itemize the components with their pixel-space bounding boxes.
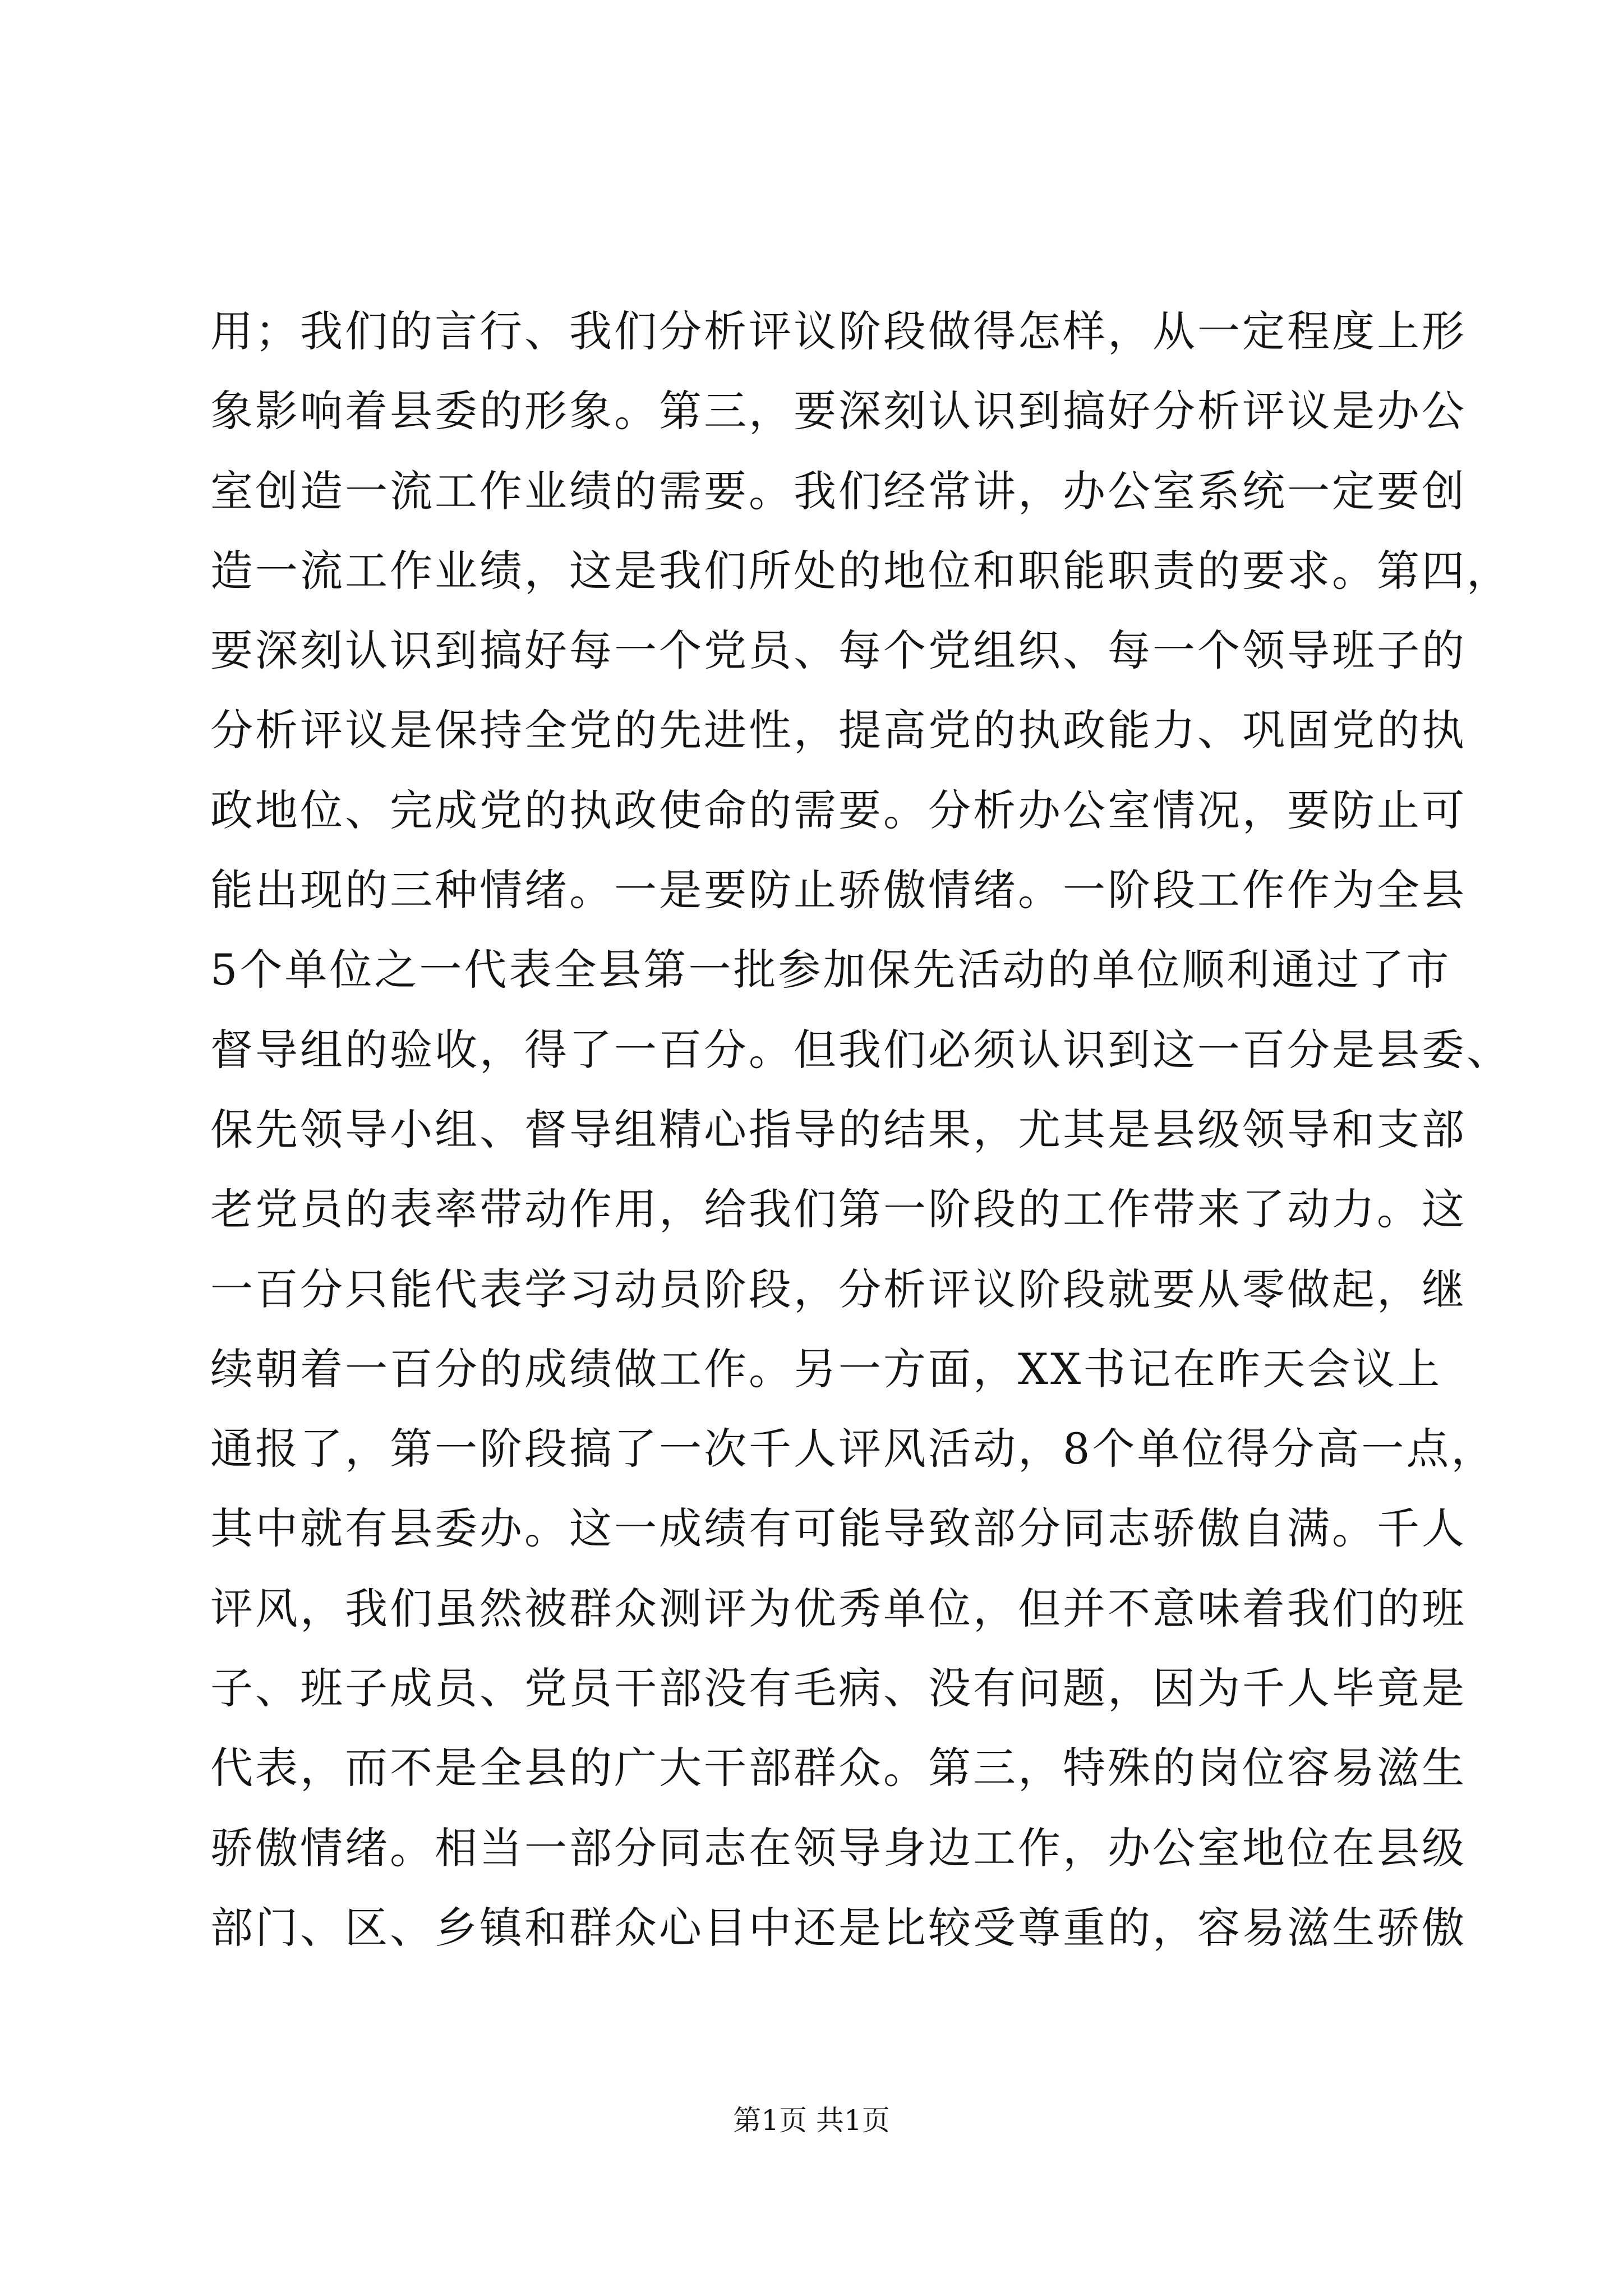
body-paragraph (210, 292, 1511, 1968)
text-line: 室创造一流工作业绩的需要。我们经常讲，办公室系统一定要创 (210, 466, 1467, 516)
text-line: 评风，我们虽然被群众测评为优秀单位，但并不意味着我们的班 (210, 1583, 1467, 1634)
text-line: 要深刻认识到搞好每一个党员、每个党组织、每一个领导班子的 (210, 625, 1467, 676)
text-line: 一百分只能代表学习动员阶段，分析评议阶段就要从零做起，继 (210, 1264, 1467, 1314)
page-number-footer: 第1页 共1页 (733, 2104, 890, 2137)
text-line: 骄傲情绪。相当一部分同志在领导身边工作，办公室地位在县级 (210, 1823, 1467, 1873)
text-line: 5个单位之一代表全县第一批参加保先活动的单位顺利通过了市 (210, 945, 1451, 995)
text-line: 保先领导小组、督导组精心指导的结果，尤其是县级领导和支部 (210, 1104, 1467, 1154)
text-line: 造一流工作业绩，这是我们所处的地位和职能职责的要求。第四， (210, 545, 1511, 596)
text-line: 老党员的表率带动作用，给我们第一阶段的工作带来了动力。这 (210, 1184, 1467, 1235)
text-line: 分析评议是保持全党的先进性，提高党的执政能力、巩固党的执 (210, 705, 1467, 756)
text-line: 政地位、完成党的执政使命的需要。分析办公室情况，要防止可 (210, 785, 1467, 835)
text-line: 用；我们的言行、我们分析评议阶段做得怎样，从一定程度上形 (210, 306, 1467, 356)
text-line: 能出现的三种情绪。一是要防止骄傲情绪。一阶段工作作为全县 (210, 865, 1467, 915)
text-line: 子、班子成员、党员干部没有毛病、没有问题，因为千人毕竟是 (210, 1663, 1467, 1714)
text-line: 续朝着一百分的成绩做工作。另一方面，XX书记在昨天会议上 (210, 1343, 1442, 1394)
text-line: 其中就有县委办。这一成绩有可能导致部分同志骄傲自满。千人 (210, 1503, 1467, 1554)
text-line: 代表，而不是全县的广大干部群众。第三，特殊的岗位容易滋生 (210, 1743, 1467, 1793)
text-line: 通报了，第一阶段搞了一次千人评风活动，8个单位得分高一点， (210, 1424, 1496, 1474)
text-line: 象影响着县委的形象。第三，要深刻认识到搞好分析评议是办公 (210, 386, 1467, 436)
text-line: 督导组的验收，得了一百分。但我们必须认识到这一百分是县委、 (210, 1024, 1511, 1075)
text-line: 部门、区、乡镇和群众心目中还是比较受尊重的，容易滋生骄傲 (210, 1902, 1467, 1953)
